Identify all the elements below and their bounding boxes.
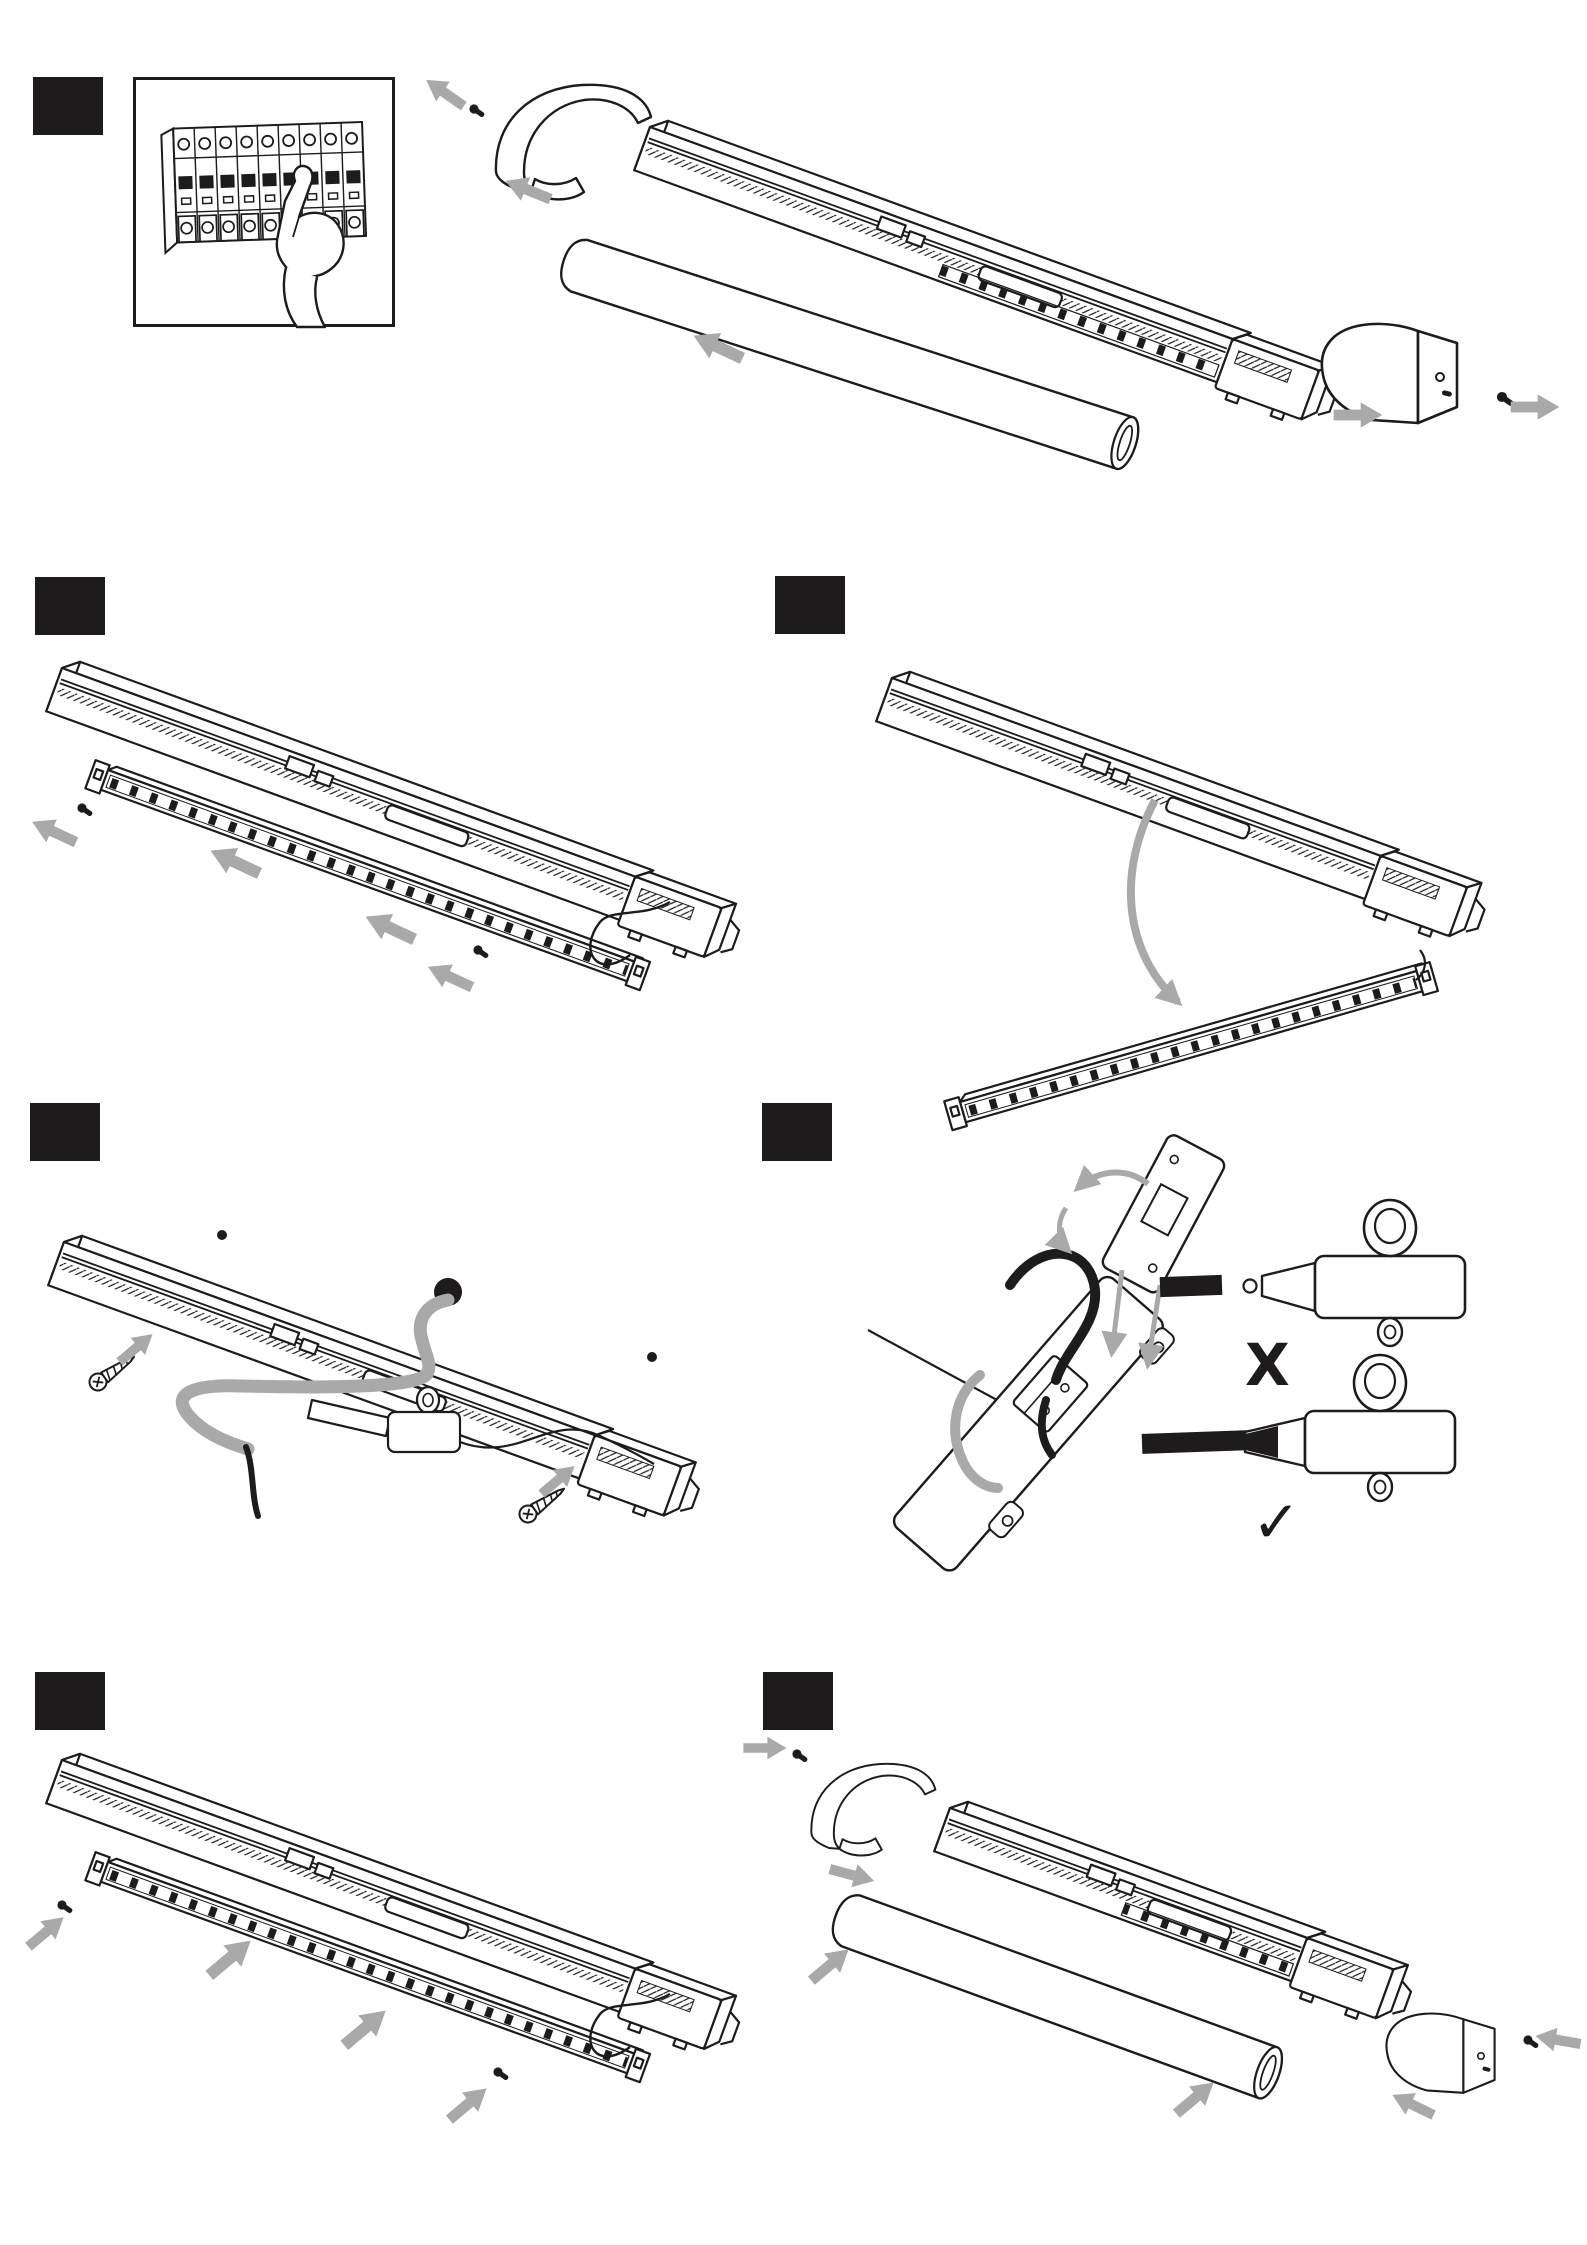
arrow-up-right-icon bbox=[441, 2079, 494, 2130]
arrow-down-left-icon bbox=[27, 810, 82, 853]
fixture-rail bbox=[42, 1749, 749, 2064]
illustration-connector-detail bbox=[860, 1080, 1587, 1600]
screw-icon bbox=[1523, 2035, 1539, 2049]
illustration-exploded-disassembly bbox=[400, 55, 1587, 485]
wrong-mark: X bbox=[1245, 1331, 1290, 1399]
fixture-rail bbox=[872, 667, 1494, 951]
arrow-up-right-icon bbox=[21, 1908, 71, 1956]
illustration-remove-led-strip bbox=[30, 650, 770, 1050]
mains-cable-end bbox=[246, 1447, 258, 1516]
connector-wrong-diagram bbox=[1160, 1200, 1465, 1399]
illustration-reinstall-led-strip bbox=[30, 1700, 770, 2140]
close-flap-arrow-icon bbox=[1078, 1172, 1148, 1188]
small-curved-arrow-icon bbox=[1059, 1208, 1068, 1250]
curved-arrow-icon bbox=[1131, 800, 1178, 1002]
screw-icon bbox=[77, 803, 93, 817]
connector-base-plate bbox=[890, 1273, 1179, 1585]
arrow-down-left-icon bbox=[423, 955, 478, 998]
step-marker-2 bbox=[35, 577, 105, 635]
arrow-right-icon bbox=[827, 1858, 877, 1893]
end-cap bbox=[1322, 324, 1457, 423]
arrow-right-icon bbox=[743, 1737, 786, 1759]
cover-clip bbox=[811, 1764, 935, 1856]
pointer-line bbox=[868, 1330, 1008, 1406]
screw-icon bbox=[493, 2067, 509, 2081]
arrow-up-left-icon bbox=[419, 70, 470, 116]
step-marker-1 bbox=[33, 77, 103, 135]
ceiling-hole-dot bbox=[217, 1230, 227, 1240]
connector-flap bbox=[1100, 1133, 1227, 1295]
connector-correct-diagram bbox=[1142, 1355, 1455, 1556]
arrow-left-icon bbox=[1533, 2024, 1582, 2055]
arrow-right-icon bbox=[1511, 394, 1560, 419]
illustration-refit-covers bbox=[740, 1690, 1587, 2160]
screw-icon bbox=[57, 1900, 73, 1914]
ceiling-hole-dot bbox=[647, 1352, 657, 1362]
arrow-up-right-icon bbox=[200, 1930, 259, 1986]
step-marker-3 bbox=[775, 576, 845, 634]
arrow-down-left-icon bbox=[360, 904, 421, 952]
illustration-swing-strip-down bbox=[860, 650, 1587, 1140]
arrow-up-right-icon bbox=[335, 2000, 394, 2056]
illustration-switch-off-breaker bbox=[133, 77, 395, 327]
illustration-route-cable bbox=[30, 1150, 780, 1590]
screw-icon bbox=[473, 945, 489, 959]
end-cap bbox=[1386, 2014, 1494, 2093]
correct-mark: ✓ bbox=[1252, 1488, 1301, 1556]
screw-icon bbox=[469, 104, 485, 118]
screw-icon bbox=[792, 1749, 808, 1763]
